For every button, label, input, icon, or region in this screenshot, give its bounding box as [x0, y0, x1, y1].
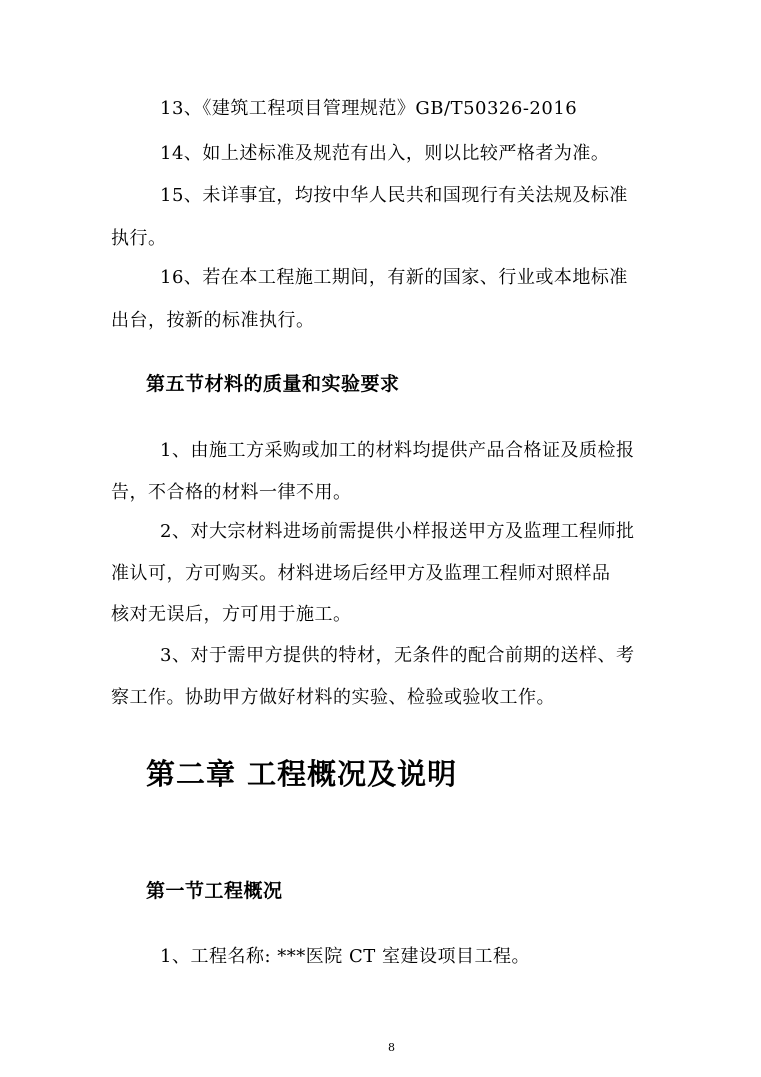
chapter-2-section-1-heading: 第一节工程概况: [146, 880, 283, 902]
chapter-2-heading: 第二章 工程概况及说明: [146, 757, 458, 791]
standard-item-14: 14、如上述标准及规范有出入，则以比较严格者为准。: [160, 143, 610, 164]
project-name-item: 1、工程名称: ***医院 CT 室建设项目工程。: [160, 946, 530, 967]
material-item-2-line1: 2、对大宗材料进场前需提供小样报送甲方及监理工程师批: [160, 521, 635, 542]
standard-item-16-line1: 16、若在本工程施工期间，有新的国家、行业或本地标准: [160, 267, 628, 288]
page-number: 8: [388, 1041, 395, 1054]
material-item-2-line2: 准认可，方可购买。材料进场后经甲方及监理工程师对照样品: [111, 563, 611, 584]
standard-item-15-line1: 15、未详事宜，均按中华人民共和国现行有关法规及标准: [160, 185, 628, 206]
material-item-1-line2: 告，不合格的材料一律不用。: [111, 482, 352, 503]
material-item-1-line1: 1、由施工方采购或加工的材料均提供产品合格证及质检报: [160, 440, 635, 461]
section-5-heading: 第五节材料的质量和实验要求: [146, 373, 400, 395]
material-item-3-line1: 3、对于需甲方提供的特材，无条件的配合前期的送样、考: [160, 645, 635, 666]
standard-item-16-line2: 出台，按新的标准执行。: [111, 310, 315, 331]
material-item-3-line2: 察工作。协助甲方做好材料的实验、检验或验收工作。: [111, 687, 555, 708]
standard-item-13: 13、《建筑工程项目管理规范》GB/T50326-2016: [160, 98, 578, 119]
standard-item-15-line2: 执行。: [111, 228, 167, 249]
material-item-2-line3: 核对无误后，方可用于施工。: [111, 604, 352, 625]
